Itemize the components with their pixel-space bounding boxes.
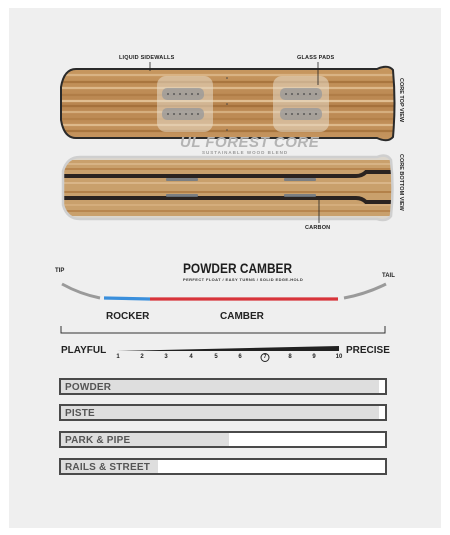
- flex-number: 6: [238, 354, 242, 360]
- terrain-fill: [61, 406, 379, 419]
- tail-label: TAIL: [382, 273, 395, 279]
- flex-number: 8: [288, 354, 292, 360]
- terrain-bar-powder: [59, 378, 387, 395]
- tip-label: TIP: [55, 268, 65, 274]
- liquid-sidewalls-callout: LIQUID SIDEWALLS: [119, 55, 175, 61]
- camber-label: CAMBER: [220, 311, 264, 322]
- flex-right-label: PRECISE: [346, 345, 390, 356]
- terrain-bar-rails-street: [59, 458, 387, 475]
- carbon-callout: CARBON: [305, 225, 331, 231]
- flex-number-selected: 7: [261, 353, 270, 362]
- core-subtitle: SUSTAINABLE WOOD BLEND: [202, 150, 289, 155]
- terrain-label: RAILS & STREET: [65, 462, 151, 473]
- glass-pads-callout: GLASS PADS: [297, 55, 335, 61]
- flex-left-label: PLAYFUL: [61, 345, 107, 356]
- flex-number: 5: [214, 354, 218, 360]
- terrain-label: PARK & PIPE: [65, 435, 131, 446]
- profile-title: POWDER CAMBER: [183, 260, 293, 276]
- flex-number: 2: [140, 354, 144, 360]
- core-top-view-label: CORE TOP VIEW: [398, 78, 404, 123]
- flex-number: 1: [116, 354, 120, 360]
- core-title: UL FOREST CORE: [180, 134, 320, 151]
- flex-number: 4: [189, 354, 193, 360]
- flex-number: 9: [312, 354, 316, 360]
- core-bottom-view-label: CORE BOTTOM VIEW: [398, 154, 404, 211]
- profile-subtitle: PERFECT FLOAT / EASY TURNS / SOLID EDGE-HOLD: [183, 277, 304, 282]
- terrain-label: POWDER: [65, 382, 112, 393]
- rocker-label: ROCKER: [106, 311, 150, 322]
- terrain-bar-park-pipe: [59, 431, 387, 448]
- terrain-bar-piste: [59, 404, 387, 421]
- flex-number: 3: [164, 354, 168, 360]
- flex-number: 10: [335, 354, 343, 360]
- terrain-label: PISTE: [65, 408, 95, 419]
